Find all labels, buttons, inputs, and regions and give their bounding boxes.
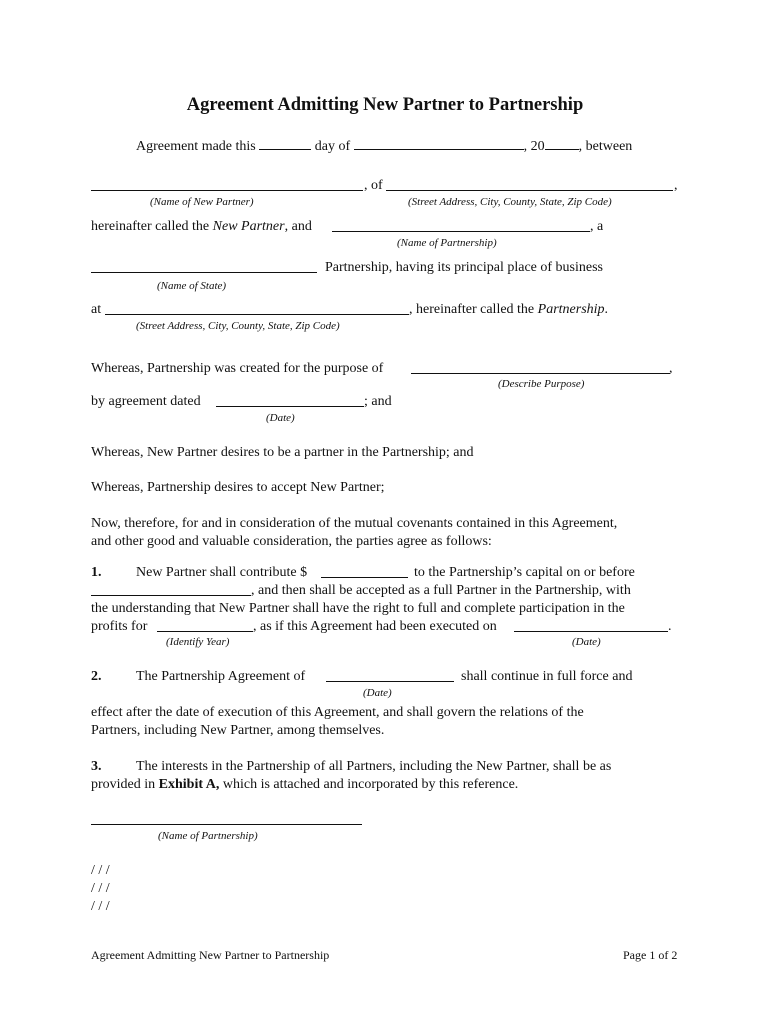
clause-2-text: The Partnership Agreement of [136,669,306,684]
new-partner-term: New Partner [212,219,285,234]
intro-made-this: Agreement made this [136,139,256,154]
clause-1-contribute: New Partner shall contribute $ [136,565,308,580]
hereinafter-line [91,218,312,236]
state-blank[interactable] [91,272,317,273]
clause-1-number: 1. [91,565,102,580]
comma-label: , [674,178,678,193]
clause-2-number: 2. [91,669,102,684]
whereas-accept: Whereas, Partnership desires to accept New Partner; [91,480,385,495]
clause-2-continue: shall continue in full force and [461,669,633,684]
execution-date-caption: (Date) [572,636,601,648]
business-address-caption: (Street Address, City, County, State, Zip Code) [136,320,340,332]
clause-3-line-1: The interests in the Partnership of all Partners, including the New Partner, shall be as [136,759,612,774]
business-address-blank[interactable] [105,314,409,315]
signature-caption: (Name of Partnership) [158,830,258,842]
contribution-date-blank[interactable] [91,595,251,596]
partnership-agreement-date-caption: (Date) [363,687,392,699]
partnership-agreement-date-blank[interactable] [326,681,454,682]
footer-page-number: Page 1 of 2 [623,948,678,962]
whereas-purpose-text: Whereas, Partnership was created for the purpose of [91,361,384,376]
new-partner-address-blank[interactable] [386,190,673,191]
clause-3-line-2 [91,776,518,794]
clause-1-accepted: , and then shall be accepted as a full Partner in the Partnership, with [251,583,631,598]
year-blank[interactable] [545,137,579,150]
identify-year-caption: (Identify Year) [166,636,230,648]
now-therefore-line-2: and other good and valuable consideration, the parties agree as follows: [91,534,492,549]
profit-year-blank[interactable] [157,631,253,632]
at-period: . [604,302,609,317]
intro-between: , between [578,139,633,154]
clause-3-number: 3. [91,759,102,774]
state-caption: (Name of State) [157,280,227,292]
partnership-name-caption: (Name of Partnership) [397,237,497,249]
now-therefore-line-1: Now, therefore, for and in consideration of the mutual covenants contained in this Agreement, [91,516,618,531]
day-blank[interactable] [259,137,311,150]
principal-place-text: Partnership, having its principal place of business [325,260,603,275]
at-hereinafter: , hereinafter called the [409,302,538,317]
document-title: Agreement Admitting New Partner to Partnership [186,95,584,115]
clause-1-understanding: the understanding that New Partner shall have the right to full and complete participation in the [91,601,625,616]
agreement-date-blank[interactable] [216,406,364,407]
new-partner-name-blank[interactable] [91,190,363,191]
purpose-comma: , [669,361,673,376]
at-label: at [91,302,102,317]
agreement-dated-and: ; and [364,394,392,409]
agreement-date-caption: (Date) [266,412,295,424]
clause-3-rest: which is attached and incorporated by this reference. [219,777,519,792]
clause-2-line-2: effect after the date of execution of this Agreement, and shall govern the relations of the [91,705,584,720]
intro-comma-20: , 20 [523,139,545,154]
a-label: , a [590,219,604,234]
month-blank[interactable] [354,137,524,150]
at-hereinafter-line [409,301,608,319]
exhibit-a-reference: Exhibit A, [158,777,220,792]
new-partner-address-caption: (Street Address, City, County, State, Zip Code) [408,196,612,208]
slash-line-1: / / / [91,863,110,878]
clause-1-capital: to the Partnership’s capital on or before [414,565,635,580]
footer-document-title: Agreement Admitting New Partner to Partnership [91,948,330,962]
slash-line-3: / / / [91,899,110,914]
clause-1-period: . [668,619,672,634]
hereinafter-prefix: hereinafter called the [91,219,213,234]
intro-day-of: day of [314,139,351,154]
purpose-blank[interactable] [411,373,670,374]
hereinafter-and: , and [284,219,312,234]
clause-1-as-if: , as if this Agreement had been executed on [253,619,497,634]
whereas-new-partner: Whereas, New Partner desires to be a partner in the Partnership; and [91,445,474,460]
partnership-name-blank[interactable] [332,231,590,232]
clause-2-line-3: Partners, including New Partner, among themselves. [91,723,385,738]
execution-date-blank[interactable] [514,631,668,632]
signature-partnership-blank[interactable] [91,824,362,825]
purpose-caption: (Describe Purpose) [498,378,585,390]
clause-1-profits-for: profits for [91,619,148,634]
of-label: , of [364,178,383,193]
partnership-term: Partnership [537,302,605,317]
intro-line [136,137,632,156]
slash-line-2: / / / [91,881,110,896]
contribution-amount-blank[interactable] [321,577,408,578]
new-partner-name-caption: (Name of New Partner) [150,196,254,208]
clause-3-provided: provided in [91,777,159,792]
agreement-dated-text: by agreement dated [91,394,201,409]
